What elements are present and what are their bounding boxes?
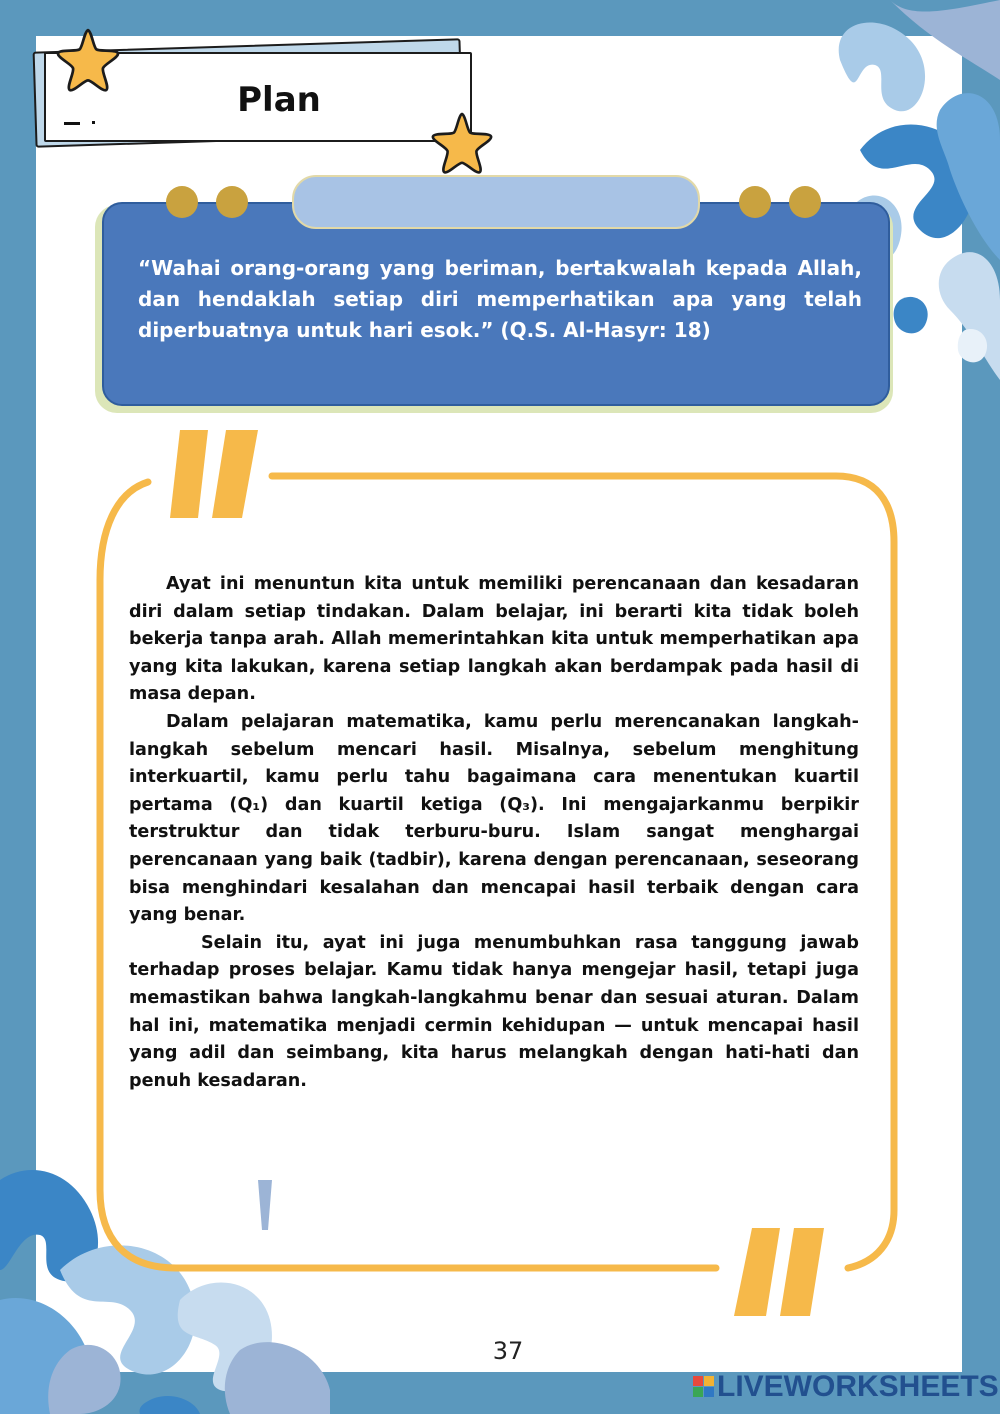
decorative-dot [216, 186, 248, 218]
paragraph: Dalam pelajaran matematika, kamu perlu merencanakan langkah-langkah sebelum mencari hasil. Misalnya, sebelum menghitung interkuartil, kamu perlu tahu bagaimana cara menentukan kuartil pertama (Q₁) dan kuartil ketiga (Q₃). Ini mengajarkanmu berpikir terstruktur dan tidak terburu-buru. Islam sangat menghargai perencanaan yang baik (tadbir), karena dengan perencanaan, seseorang bisa menghindari kesalahan dan mencapai hasil terbaik dengan cara yang benar. [129, 711, 859, 926]
reflection-body [129, 571, 859, 1095]
quran-verse-quote: “Wahai orang-orang yang beriman, bertakwalah kepada Allah, dan hendaklah setiap diri memperhatikan apa yang telah diperbuatnya untuk hari esok.” (Q.S. Al-Hasyr: 18) [138, 256, 862, 342]
liveworksheets-watermark[interactable]: LIVEWORKSHEETS [717, 1370, 999, 1403]
page-title: Plan [237, 80, 321, 120]
star-icon [52, 26, 124, 94]
liveworksheets-logo-icon [693, 1376, 715, 1398]
title-dash-mark [64, 122, 80, 125]
page-number: 37 [492, 1337, 524, 1365]
decorative-dot [789, 186, 821, 218]
star-icon [428, 110, 496, 176]
paragraph: Selain itu, ayat ini juga menumbuhkan rasa tanggung jawab terhadap proses belajar. Kamu tidak hanya mengejar hasil, tetapi juga memastikan bahwa langkah-langkahmu benar dan sesuai aturan. Dalam hal ini, matematika menjadi cermin kehidupan — untuk mencapai hasil yang adil dan seimbang, kita harus melangkah dengan hati-hati dan penuh kesadaran. [129, 932, 859, 1091]
title-dot-mark [92, 121, 95, 124]
paragraph: Ayat ini menuntun kita untuk memiliki perencanaan dan kesadaran diri dalam setiap tindakan. Dalam belajar, ini berarti kita tidak boleh bekerja tanpa arah. Allah memerintahkan kita untuk memperhatikan apa yang kita lakukan, karena setiap langkah akan berdampak pada hasil di masa depan. [129, 574, 859, 705]
decorative-dot [739, 186, 771, 218]
quote-tab [292, 175, 700, 229]
decorative-dot [166, 186, 198, 218]
close-quote-icon [734, 1228, 826, 1318]
open-quote-icon [170, 430, 262, 520]
